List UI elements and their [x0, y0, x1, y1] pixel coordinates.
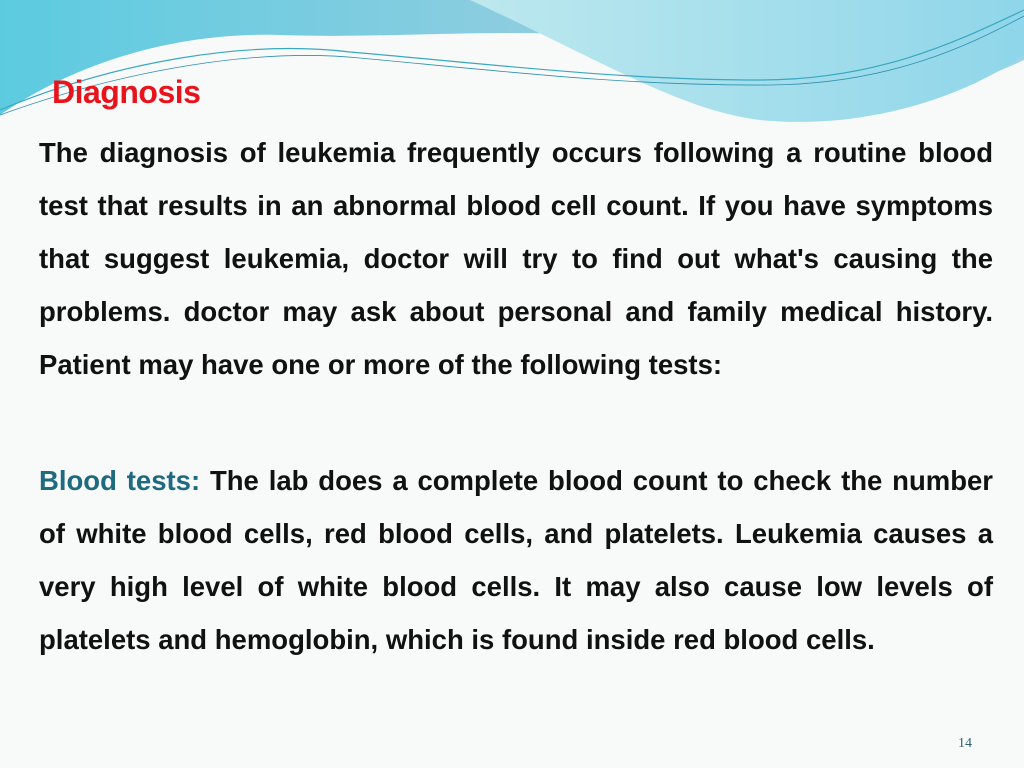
- slide-title: Diagnosis: [52, 74, 201, 110]
- page-number: 14: [958, 736, 972, 751]
- blood-tests-label: Blood tests:: [39, 465, 201, 496]
- blood-tests-text: The lab does a complete blood count to check the number of white blood cells, red blood cells, and platelets. Leukemia causes a very high level of white blood cells. It may also cause low levels of platelets and hemoglobin, which is found inside red blood cells.: [39, 465, 994, 655]
- intro-paragraph: The diagnosis of leukemia frequently occurs following a routine blood test that results in an abnormal blood cell count. If you have symptoms that suggest leukemia, doctor will try to find out what's causing the problems. doctor may ask about personal and family medical history. Patient may have one or more of the following tests:: [39, 137, 993, 380]
- blood-tests-paragraph: [39, 454, 993, 666]
